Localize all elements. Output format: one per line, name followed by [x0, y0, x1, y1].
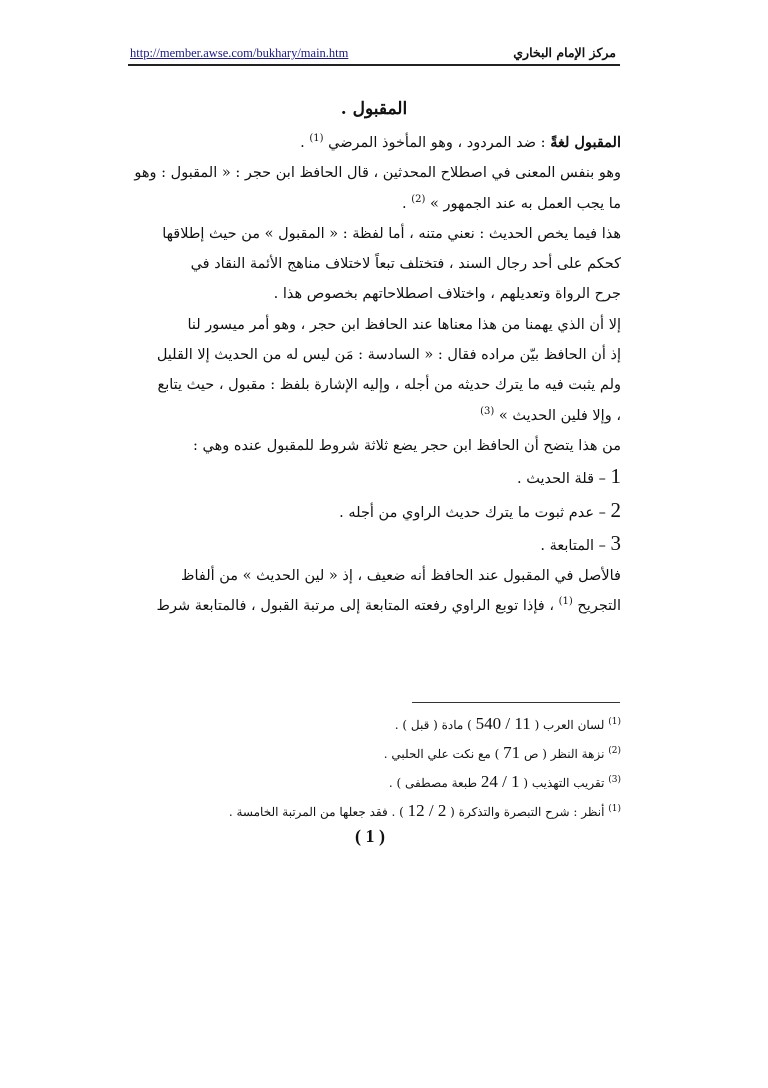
footnote-ref[interactable]: (1) [309, 133, 324, 145]
footnote-citation: 11 / 540 [475, 714, 531, 733]
footnote-text: تقريب التهذيب ( [519, 776, 605, 790]
footnote-text: طبعة مصطفى ) . [388, 776, 481, 790]
list-item-number: 2 [610, 497, 621, 522]
footnote-ref[interactable]: (2) [411, 193, 426, 205]
list-item-text: – عدم ثبوت ما يترك حديث الراوي من أجله . [339, 504, 611, 521]
list-item [127, 461, 621, 494]
page-title: المقبول . [340, 99, 408, 119]
text-line: إلا أن الذي يهمنا من هذا معناها عند الحافظ ابن حجر ، وهو أمر ميسور لنا [187, 316, 621, 333]
text-segment: ، فإذا توبع الراوي رفعته المتابعة إلى مرتبة القبول ، فالمتابعة شرط [156, 598, 559, 615]
footnote-text: ) مادة ( قبل ) . [394, 718, 476, 732]
footnote-number: (2) [608, 746, 621, 756]
footnote-separator [412, 702, 620, 703]
footnote-number: (3) [608, 775, 621, 785]
definition-end: . [300, 135, 310, 151]
page-number: ( 1 ) [355, 826, 385, 846]
text-segment: التجريح [572, 598, 621, 615]
header-center-name: مركز الإمام البخاري [513, 45, 616, 60]
list-item-number: 3 [610, 530, 621, 555]
footnote-number: (1) [608, 717, 621, 727]
text-line: كحكم على أحد رجال السند ، فتختلف تبعاً لاختلاف مناهج الأئمة النقاد في [190, 256, 621, 273]
text-line: ولم يثبت فيه ما يترك حديثه من أجله ، وإليه الإشارة بلفظ : مقبول ، حيث يتابع [157, 377, 621, 394]
footnote [127, 710, 621, 739]
footnote [127, 797, 621, 826]
footnote-ref[interactable]: (3) [480, 405, 495, 417]
definition-text: : ضد المردود ، وهو المأخوذ المرضي [323, 135, 551, 151]
footnote [127, 768, 621, 797]
footnote-number: (1) [608, 804, 621, 814]
term-maqbool: المقبول لغةً [550, 134, 621, 151]
text-segment: . [402, 195, 412, 212]
footnote-text: نزهة النظر ( ص [520, 747, 605, 761]
text-line: جرح الرواة وتعديلهم ، واختلاف اصطلاحاتهم بخصوص هذا . [273, 286, 621, 303]
list-item [127, 528, 621, 561]
text-line: وهو بنفس المعنى في اصطلاح المحدثين ، قال الحافظ ابن حجر : « المقبول : وهو [134, 165, 621, 182]
footnote-citation: 2 / 12 [407, 801, 447, 820]
list-item-text: – المتابعة . [540, 537, 611, 554]
footnote-citation: 1 / 24 [480, 772, 520, 791]
page-header [128, 44, 620, 66]
text-line [127, 591, 621, 621]
footnote [127, 739, 621, 768]
footnote-ref[interactable]: (1) [558, 596, 573, 608]
footnote-text: ) مع نكت علي الحلبي . [383, 747, 504, 761]
text-segment: ما يجب العمل به عند الجمهور » [425, 195, 621, 212]
footnote-text: لسان العرب ( [530, 718, 605, 732]
text-line: فالأصل في المقبول عند الحافظ أنه ضعيف ، إذ « لين الحديث » من ألفاظ [181, 568, 621, 585]
list-item [127, 495, 621, 528]
text-line [127, 189, 621, 219]
list-item-text: – قلة الحديث . [517, 471, 611, 488]
footnote-text: أنظر : شرح التبصرة والتذكرة ( [446, 805, 605, 819]
list-item-number: 1 [610, 464, 621, 489]
header-url-link[interactable]: http://member.awse.com/bukhary/main.htm [130, 46, 349, 60]
paragraph-definition [127, 128, 621, 158]
text-segment: ، وإلا فلين الحديث » [494, 407, 621, 424]
text-line: من هذا يتضح أن الحافظ ابن حجر يضع ثلاثة شروط للمقبول عنده وهي : [193, 437, 621, 454]
text-line: إذ أن الحافظ بيّن مراده فقال : « السادسة : مَن ليس له من الحديث إلا القليل [156, 347, 621, 364]
document-body [127, 92, 621, 622]
text-line: هذا فيما يخص الحديث : نعني متنه ، أما لفظة : « المقبول » من حيث إطلاقها [162, 225, 621, 242]
footnote-citation: 71 [503, 743, 521, 762]
footnote-text: ) . فقد جعلها من المرتبة الخامسة . [228, 805, 408, 819]
text-line [127, 401, 621, 431]
footnotes [127, 710, 621, 826]
